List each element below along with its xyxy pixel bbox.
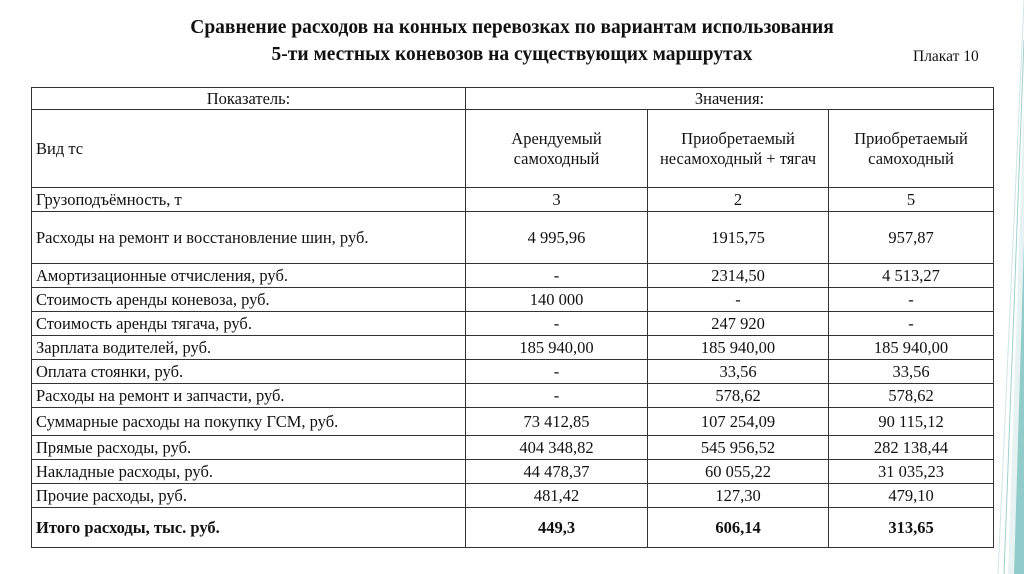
column-header: Приобретаемый несамоходный + тягач	[648, 110, 829, 188]
row-value: 44 478,37	[466, 460, 648, 484]
column-header: Приобретаемый самоходный	[829, 110, 994, 188]
row-value: 3	[466, 188, 648, 212]
table-row	[32, 384, 994, 408]
row-value: 282 138,44	[829, 436, 994, 460]
row-value: 5	[829, 188, 994, 212]
row-value: 127,30	[648, 484, 829, 508]
row-value: 185 940,00	[648, 336, 829, 360]
total-value: 449,3	[466, 508, 648, 548]
table-row	[32, 264, 994, 288]
row-label: Расходы на ремонт и восстановление шин, руб.	[32, 212, 466, 264]
table-row	[32, 408, 994, 436]
cost-comparison-table	[31, 87, 994, 548]
row-value: 481,42	[466, 484, 648, 508]
row-label: Суммарные расходы на покупку ГСМ, руб.	[32, 408, 466, 436]
row-label: Зарплата водителей, руб.	[32, 336, 466, 360]
table-row	[32, 436, 994, 460]
table-row	[32, 336, 994, 360]
row-label: Прочие расходы, руб.	[32, 484, 466, 508]
row-label: Оплата стоянки, руб.	[32, 360, 466, 384]
row-value: 404 348,82	[466, 436, 648, 460]
header-indicator: Показатель:	[32, 88, 466, 110]
table-row	[32, 484, 994, 508]
total-value: 606,14	[648, 508, 829, 548]
row-value: 60 055,22	[648, 460, 829, 484]
header-row	[32, 88, 994, 110]
row-value: 33,56	[648, 360, 829, 384]
row-value: 107 254,09	[648, 408, 829, 436]
table-row	[32, 460, 994, 484]
row-label: Стоимость аренды тягача, руб.	[32, 312, 466, 336]
row-value: 4 513,27	[829, 264, 994, 288]
table-row	[32, 360, 994, 384]
row-value: 73 412,85	[466, 408, 648, 436]
title-line-1: Сравнение расходов на конных перевозках по вариантам использования	[190, 17, 834, 38]
row-label: Накладные расходы, руб.	[32, 460, 466, 484]
row-value: 2	[648, 188, 829, 212]
header-values: Значения:	[466, 88, 994, 110]
table-row	[32, 312, 994, 336]
row-value: -	[466, 360, 648, 384]
row-value: -	[466, 384, 648, 408]
row-value: -	[466, 264, 648, 288]
row-value: 185 940,00	[829, 336, 994, 360]
row-value: 33,56	[829, 360, 994, 384]
total-value: 313,65	[829, 508, 994, 548]
title-line-2: 5-ти местных коневозов на существующих маршрутах	[271, 44, 753, 65]
row-value: -	[648, 288, 829, 312]
table-row	[32, 288, 994, 312]
row-value: 2314,50	[648, 264, 829, 288]
row-value: -	[466, 312, 648, 336]
row-value: 957,87	[829, 212, 994, 264]
row-value: 545 956,52	[648, 436, 829, 460]
row-value: 31 035,23	[829, 460, 994, 484]
column-header: Арендуемый самоходный	[466, 110, 648, 188]
row-value: 1915,75	[648, 212, 829, 264]
vehicle-type-row	[32, 110, 994, 188]
row-value: 578,62	[829, 384, 994, 408]
table-row	[32, 212, 994, 264]
table-row	[32, 188, 994, 212]
poster-label: Плакат 10	[913, 48, 979, 65]
row-value: -	[829, 312, 994, 336]
row-value: 140 000	[466, 288, 648, 312]
row-value: 4 995,96	[466, 212, 648, 264]
row-label: Прямые расходы, руб.	[32, 436, 466, 460]
total-row	[32, 508, 994, 548]
row-label: Амортизационные отчисления, руб.	[32, 264, 466, 288]
page-title	[0, 14, 1024, 68]
row-value: 479,10	[829, 484, 994, 508]
row-value: -	[829, 288, 994, 312]
row-value: 185 940,00	[466, 336, 648, 360]
row-label: Стоимость аренды коневоза, руб.	[32, 288, 466, 312]
total-label: Итого расходы, тыс. руб.	[32, 508, 466, 548]
row-label: Грузоподъёмность, т	[32, 188, 466, 212]
row-value: 578,62	[648, 384, 829, 408]
vehicle-type-label: Вид тс	[32, 110, 466, 188]
row-value: 247 920	[648, 312, 829, 336]
row-value: 90 115,12	[829, 408, 994, 436]
row-label: Расходы на ремонт и запчасти, руб.	[32, 384, 466, 408]
